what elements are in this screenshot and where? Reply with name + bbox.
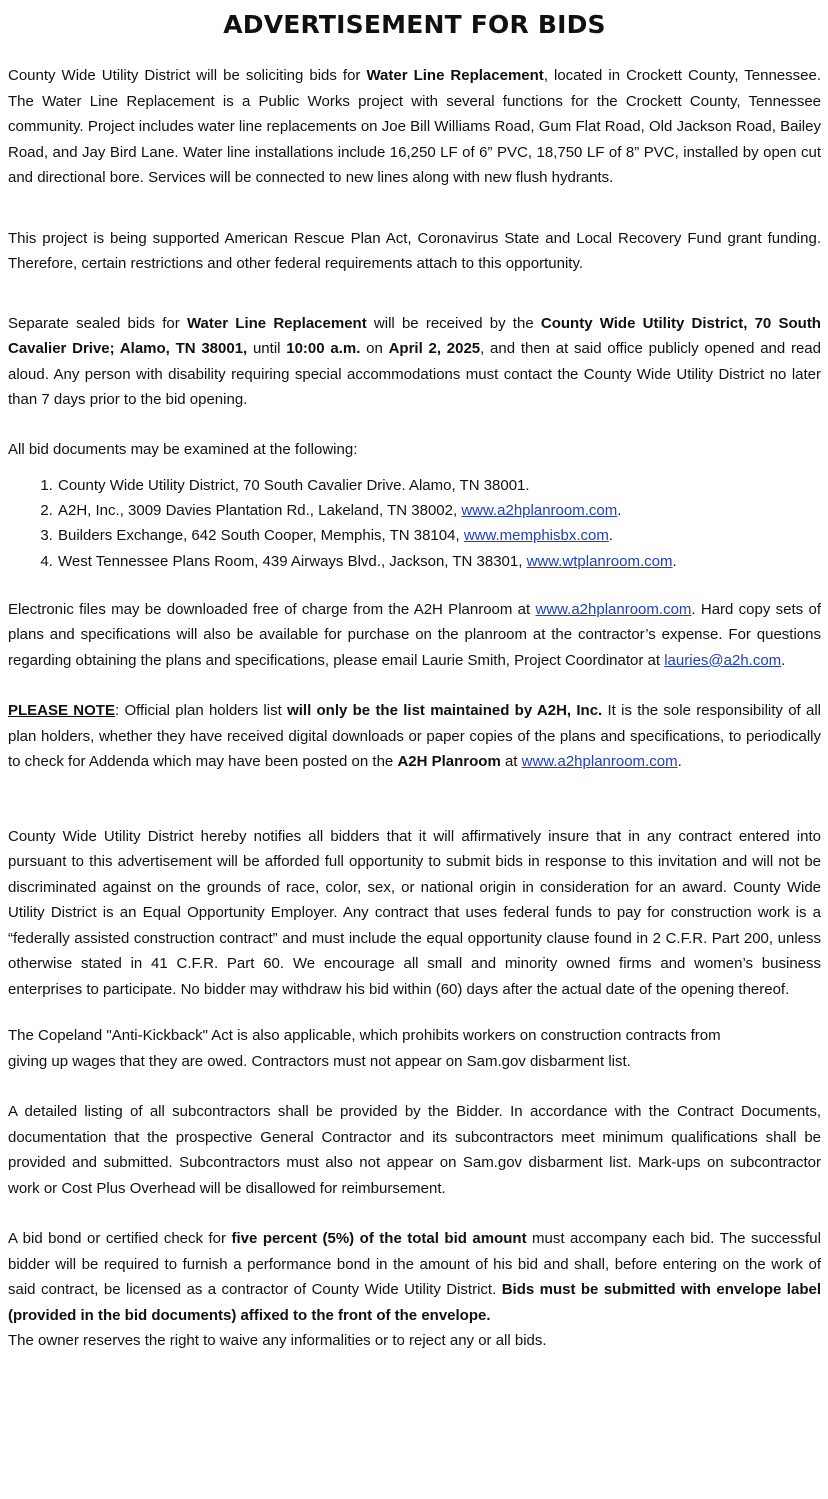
text-run: Electronic files may be downloaded free of charge from the A2H Planroom at xyxy=(8,600,536,618)
bid-time-bold: 10:00 a.m. xyxy=(286,340,361,357)
documents-intro: All bid documents may be examined at the following: xyxy=(8,440,358,458)
punctuation: . xyxy=(677,753,682,771)
list-item xyxy=(57,549,821,574)
a2h-planroom-link[interactable]: www.a2hplanroom.com xyxy=(521,753,678,771)
punctuation: . xyxy=(672,552,677,570)
please-note-label: PLEASE NOTE xyxy=(8,702,115,720)
bid-bond-paragraph xyxy=(8,1226,821,1328)
electronic-files-paragraph xyxy=(8,597,821,674)
a2h-planroom-link[interactable]: www.a2hplanroom.com xyxy=(461,502,618,520)
text-run: until xyxy=(247,340,287,357)
page-title: ADVERTISEMENT FOR BIDS xyxy=(223,10,606,39)
location-text: West Tennessee Plans Room, 439 Airways Blvd., Jackson, TN 38301, xyxy=(58,552,527,570)
text-run: , and then at said office publicly opened and read aloud. Any person with disability requiring special accommodations must contact the County Wide Utility District no later than 7 days prior to the bid opening. xyxy=(8,340,821,408)
email-link[interactable]: lauries@a2h.com xyxy=(664,651,782,669)
planroom-bold: A2H Planroom xyxy=(397,753,501,771)
memphisbx-link[interactable]: www.memphisbx.com xyxy=(463,527,609,545)
project-name-bold: Water Line Replacement xyxy=(186,314,367,332)
anti-kickback-paragraph xyxy=(8,1023,821,1074)
punctuation: . xyxy=(608,527,614,545)
project-name-bold: Water Line Replacement xyxy=(366,67,544,84)
location-text: A2H, Inc., 3009 Davies Plantation Rd., Lakeland, TN 38002, xyxy=(58,502,462,520)
text-run: . Hard copy sets of plans and specifications will also be available for purchase on the planroom at the contractor’s expense. For questions regarding obtaining the plans and specifications, please email Laurie Smith, Project Coordinator at xyxy=(8,600,821,669)
text-run: It is the sole responsibility of all plan holders, whether they have received digital downloads or paper copies of the plans and specifications, to periodically to check for Addenda which may have been posted on the xyxy=(8,702,822,771)
punctuation: . xyxy=(617,502,622,520)
project-description-paragraph xyxy=(8,63,821,191)
location-text: County Wide Utility District, 70 South Cavalier Drive. Alamo, TN 38001. xyxy=(58,477,530,494)
subcontractors-paragraph: A detailed listing of all subcontractors shall be provided by the Bidder. In accordance with the Contract Documents, documentation that the prospective General Contractor and its subcontractors meet minimum qualifications shall be provided and submitted. Subcontractors must also not appear on Sam.gov disbarment list. Mark-ups on subcontractor work or Cost Plus Overhead will be disallowed for reimbursement. xyxy=(8,1103,821,1197)
punctuation: . xyxy=(781,651,786,669)
bid-submission-paragraph xyxy=(8,311,821,413)
plan-holders-bold: will only be the list maintained by A2H, Inc. xyxy=(287,702,603,720)
text-run: at xyxy=(500,753,522,771)
document-locations-list xyxy=(8,473,821,574)
a2h-planroom-link[interactable]: www.a2hplanroom.com xyxy=(535,600,692,618)
please-note-paragraph xyxy=(8,698,821,775)
text-run: A bid bond or certified check for xyxy=(8,1230,232,1248)
funding-paragraph: This project is being supported American Rescue Plan Act, Coronavirus State and Local Recovery Fund grant funding. Therefore, certain restrictions and other federal requirements attach to this opportunity. xyxy=(8,229,821,272)
text-line: giving up wages that they are owed. Contractors must not appear on Sam.gov disbarment list. xyxy=(8,1052,631,1070)
text-run: , located in Crockett County, Tennessee. The Water Line Replacement is a Public Works project with several functions for the Crockett County, Tennessee community. Project includes water line replacements on Joe Bill Williams Road, Gum Flat Road, Old Jackson Road, Bailey Road, and Jay Bird Lane. Water line installations include 16,250 LF of 6” PVC, 18,750 LF of 8” PVC, installed by open cut and directional bore. Services will be connected to new lines along with new flush hydrants. xyxy=(8,67,821,186)
list-item xyxy=(57,473,821,498)
location-text: Builders Exchange, 642 South Cooper, Memphis, TN 38104, xyxy=(58,527,464,545)
envelope-label-bold: Bids must be submitted with envelope label (provided in the bid documents) affixed to the front of the envelope. xyxy=(8,1281,821,1324)
district-address-bold: County Wide Utility District, 70 South Cavalier Drive; Alamo, TN 38001, xyxy=(8,314,821,357)
list-item xyxy=(57,523,821,548)
bid-amount-bold: five percent (5%) of the total bid amount xyxy=(231,1230,527,1248)
text-run: Separate sealed bids for xyxy=(8,314,187,332)
list-item xyxy=(57,498,821,523)
bid-date-bold: April 2, 2025 xyxy=(388,340,481,357)
text-run: must accompany each bid. The successful bidder will be required to furnish a performance bond in the amount of his bid and shall, before entering on the work of said contract, be licensed as a contractor of County Wide Utility District. xyxy=(8,1230,821,1299)
text-run: : Official plan holders list xyxy=(114,702,288,720)
text-run: on xyxy=(360,340,389,357)
equal-opportunity-paragraph: County Wide Utility District hereby notifies all bidders that it will affirmatively insure that in any contract entered into pursuant to this advertisement will be afforded full opportunity to submit bids in response to this invitation and will not be discriminated against on the grounds of race, color, sex, or national origin in consideration for an award. County Wide Utility District is an Equal Opportunity Employer. Any contract that uses federal funds to pay for construction work is a “federally assisted construction contract” and must include the equal opportunity clause found in 2 C.F.R. Part 200, unless otherwise stated in 41 C.F.R. Part 60. We encourage all small and minority owned firms and women’s business enterprises to participate. No bidder may withdraw his bid within (60) days after the actual date of the opening thereof. xyxy=(8,827,821,998)
wtplanroom-link[interactable]: www.wtplanroom.com xyxy=(526,552,673,570)
text-run: County Wide Utility District will be soliciting bids for xyxy=(8,67,367,84)
text-line: The Copeland "Anti-Kickback" Act is also applicable, which prohibits workers on construction contracts from xyxy=(8,1027,721,1045)
text-run: will be received by the xyxy=(366,314,541,332)
owner-rights-paragraph: The owner reserves the right to waive any informalities or to reject any or all bids. xyxy=(8,1332,547,1350)
